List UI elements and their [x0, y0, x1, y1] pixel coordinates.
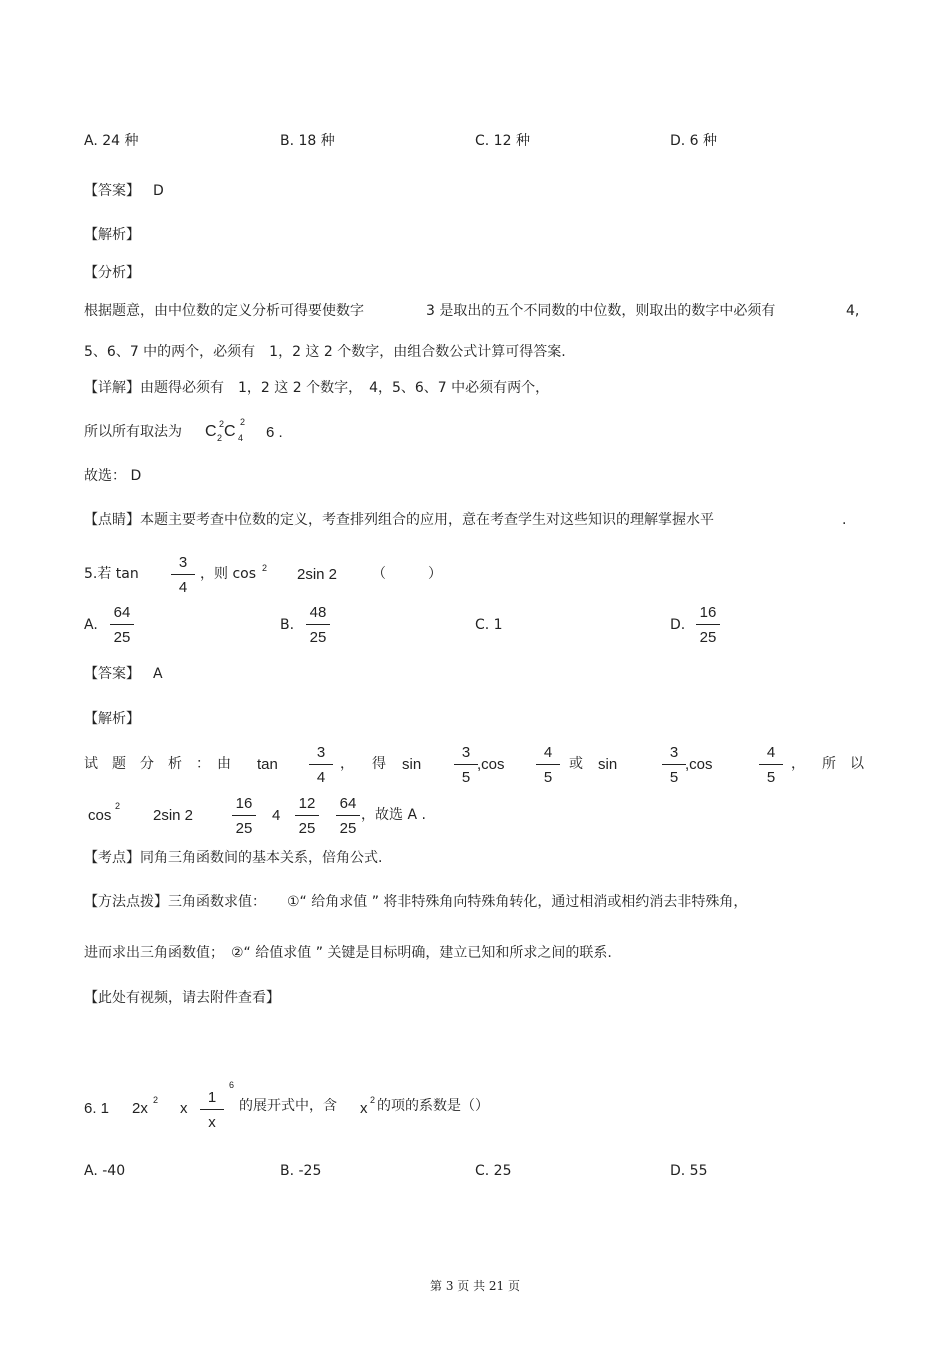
q5-sol-frac-4 [662, 745, 686, 785]
q4-analysis-1c: 4, [846, 303, 860, 319]
q5-l2-2sin: 2sin 2 [153, 807, 194, 824]
q6-option-c: C. 25 [475, 1163, 512, 1179]
q5-opt-c: C. 1 [475, 617, 503, 633]
q5-sol-frac-5-num: 4 [766, 744, 776, 761]
q5-sol-frac-4-num: 3 [669, 744, 679, 761]
q5-l2-frac-3 [336, 796, 360, 836]
q5-kaodian: 【考点】同角三角函数间的基本关系，倍角公式. [84, 850, 383, 866]
q5-l2-frac-3-num: 64 [339, 795, 357, 812]
q5-sol-frac-3-num: 4 [543, 744, 553, 761]
q4-comment: 【点睛】本题主要考查中位数的定义，考查排列组合的应用，意在考查学生对这些知识的理解掌握水平 [84, 512, 714, 528]
q5-sol-frac-3 [536, 745, 560, 785]
q5-opt-d-fraction [696, 605, 720, 645]
q5-l2-frac-2 [295, 796, 319, 836]
q6-part-2: 2x [132, 1100, 148, 1117]
q4-calc-c2-sup: 2 [240, 417, 246, 427]
q4-answer: D [153, 183, 164, 199]
q6-exponent: 6 [229, 1080, 235, 1090]
q5-opt-a-num: 64 [113, 604, 131, 621]
q5-l2-frac-1-num: 16 [235, 795, 253, 812]
q5-sol-frac-2-den: 5 [461, 769, 471, 786]
q6-fraction [200, 1090, 224, 1130]
q6-tail-3: 的项的系数是（） [377, 1098, 489, 1114]
q6-part-1: 6. 1 [84, 1100, 110, 1117]
q5-method-1: 【方法点拨】三角函数求值： ①“ 给角求值 ” 将非特殊角向特殊角转化，通过相消或相约消去非特殊角， [84, 894, 748, 910]
q5-sol-comma-1: ， [340, 756, 354, 772]
q5-l2-frac-1-den: 25 [235, 820, 253, 837]
q4-calc-c1-sup: 2 [219, 419, 225, 429]
q5-sol-frac-1 [309, 745, 333, 785]
q5-sol-frac-1-num: 3 [316, 744, 326, 761]
q6-option-b: B. -25 [280, 1163, 322, 1179]
q5-sol-frac-3-den: 5 [543, 769, 553, 786]
q4-comment-end: . [842, 512, 847, 528]
q6-tail-2: x [360, 1100, 368, 1117]
q6-option-d: D. 55 [670, 1163, 708, 1179]
q4-option-a: A. 24 种 [84, 133, 139, 149]
q5-opt-b-den: 25 [309, 629, 327, 646]
q4-analysis-2: 5、6、7 中的两个，必须有 1，2 这 2 个数字，由组合数公式计算可得答案. [84, 344, 566, 360]
q5-stem-mid: ，则 cos [200, 566, 257, 582]
q5-opt-a-label: A. [84, 617, 98, 633]
q5-l2-cos: cos [88, 807, 112, 824]
q5-stem-prefix: 5.若 tan [84, 566, 139, 582]
q6-tail-2-sup: 2 [370, 1095, 376, 1105]
q5-l2-frac-2-den: 25 [298, 820, 316, 837]
q4-jiexi: 【解析】 [84, 227, 140, 243]
page-footer: 第 3 页 共 21 页 [430, 1279, 520, 1293]
q5-l2-sup: 2 [115, 801, 121, 811]
q5-l2-four: 4 [272, 807, 281, 824]
q5-l2-frac-2-num: 12 [298, 795, 316, 812]
q5-sol-frac-1-den: 4 [316, 769, 326, 786]
q6-option-a: A. -40 [84, 1163, 126, 1179]
q4-analysis-1b: 3 是取出的五个不同数的中位数，则取出的数字中必须有 [426, 303, 776, 319]
q4-fenxi: 【分析】 [84, 265, 140, 281]
q5-opt-a-den: 25 [113, 629, 131, 646]
q5-sol-cos-1: ,cos [477, 756, 505, 773]
q5-sol-sin-1: sin [402, 756, 422, 773]
q4-calc-c1: C [205, 423, 217, 440]
q5-sol-frac-2-num: 3 [461, 744, 471, 761]
q5-stem-sup: 2 [262, 563, 268, 573]
q5-opt-d-num: 16 [699, 604, 717, 621]
q5-stem-frac-num: 3 [178, 554, 188, 571]
q6-frac-num: 1 [207, 1089, 217, 1106]
q4-calc-prefix: 所以所有取法为 [84, 424, 182, 440]
q5-stem-tail: 2sin 2 [297, 566, 338, 583]
q6-part-3: x [180, 1100, 188, 1117]
q5-answer: A [153, 666, 163, 682]
q5-opt-a-fraction [110, 605, 134, 645]
q4-calc-result: 6 . [266, 424, 283, 441]
q4-calc-c1-sub: 2 [217, 433, 223, 443]
q5-sol-frac-2 [454, 745, 478, 785]
q4-option-b: B. 18 种 [280, 133, 335, 149]
q5-sol-frac-5 [759, 745, 783, 785]
q6-part-2-sup: 2 [153, 1095, 159, 1105]
q4-answer-label: 【答案】 [84, 183, 140, 199]
q5-sol-tan: tan [257, 756, 278, 773]
q5-stem-paren: （ ） [372, 566, 442, 582]
q5-sol-frac-5-den: 5 [766, 769, 776, 786]
q5-sol-suoyi: 所 以 [822, 756, 864, 772]
q5-sol-de: 得 [372, 756, 386, 772]
q5-l2-frac-1 [232, 796, 256, 836]
q4-choice: 故选： D [84, 468, 142, 484]
q6-tail-1: 的展开式中，含 [239, 1098, 337, 1114]
q5-l2-end: ，故选 A . [361, 807, 426, 823]
q5-opt-d-label: D. [670, 617, 686, 633]
q5-method-2: 进而求出三角函数值； ②“ 给值求值 ” 关键是目标明确，建立已知和所求之间的联系. [84, 945, 612, 961]
q4-calc-c2-sub: 4 [238, 433, 244, 443]
q5-sol-frac-4-den: 5 [669, 769, 679, 786]
q5-sol-or: 或 [569, 756, 583, 772]
q5-stem-fraction [171, 555, 195, 595]
q5-sol-comma-2: ， [791, 756, 805, 772]
q4-analysis-1a: 根据题意，由中位数的定义分析可得要使数字 [84, 303, 364, 319]
q4-option-d: D. 6 种 [670, 133, 718, 149]
q5-l2-frac-3-den: 25 [339, 820, 357, 837]
q5-sol-label: 试 题 分 析 ： 由 [84, 756, 231, 772]
q5-opt-b-num: 48 [309, 604, 327, 621]
q5-sol-cos-2: ,cos [685, 756, 713, 773]
q5-sol-sin-2: sin [598, 756, 618, 773]
q5-video-note: 【此处有视频，请去附件查看】 [84, 990, 280, 1006]
q5-opt-b-fraction [306, 605, 330, 645]
q5-stem-frac-den: 4 [178, 579, 188, 596]
q6-frac-den: x [208, 1114, 216, 1131]
q4-option-c: C. 12 种 [475, 133, 530, 149]
q5-jiexi: 【解析】 [84, 711, 140, 727]
q5-answer-label: 【答案】 [84, 666, 140, 682]
q4-calc-c2: C [224, 423, 236, 440]
q4-detail: 【详解】由题得必须有 1，2 这 2 个数字， 4，5、6、7 中必须有两个， [84, 380, 550, 396]
q5-opt-b-label: B. [280, 617, 295, 633]
q5-opt-d-den: 25 [699, 629, 717, 646]
